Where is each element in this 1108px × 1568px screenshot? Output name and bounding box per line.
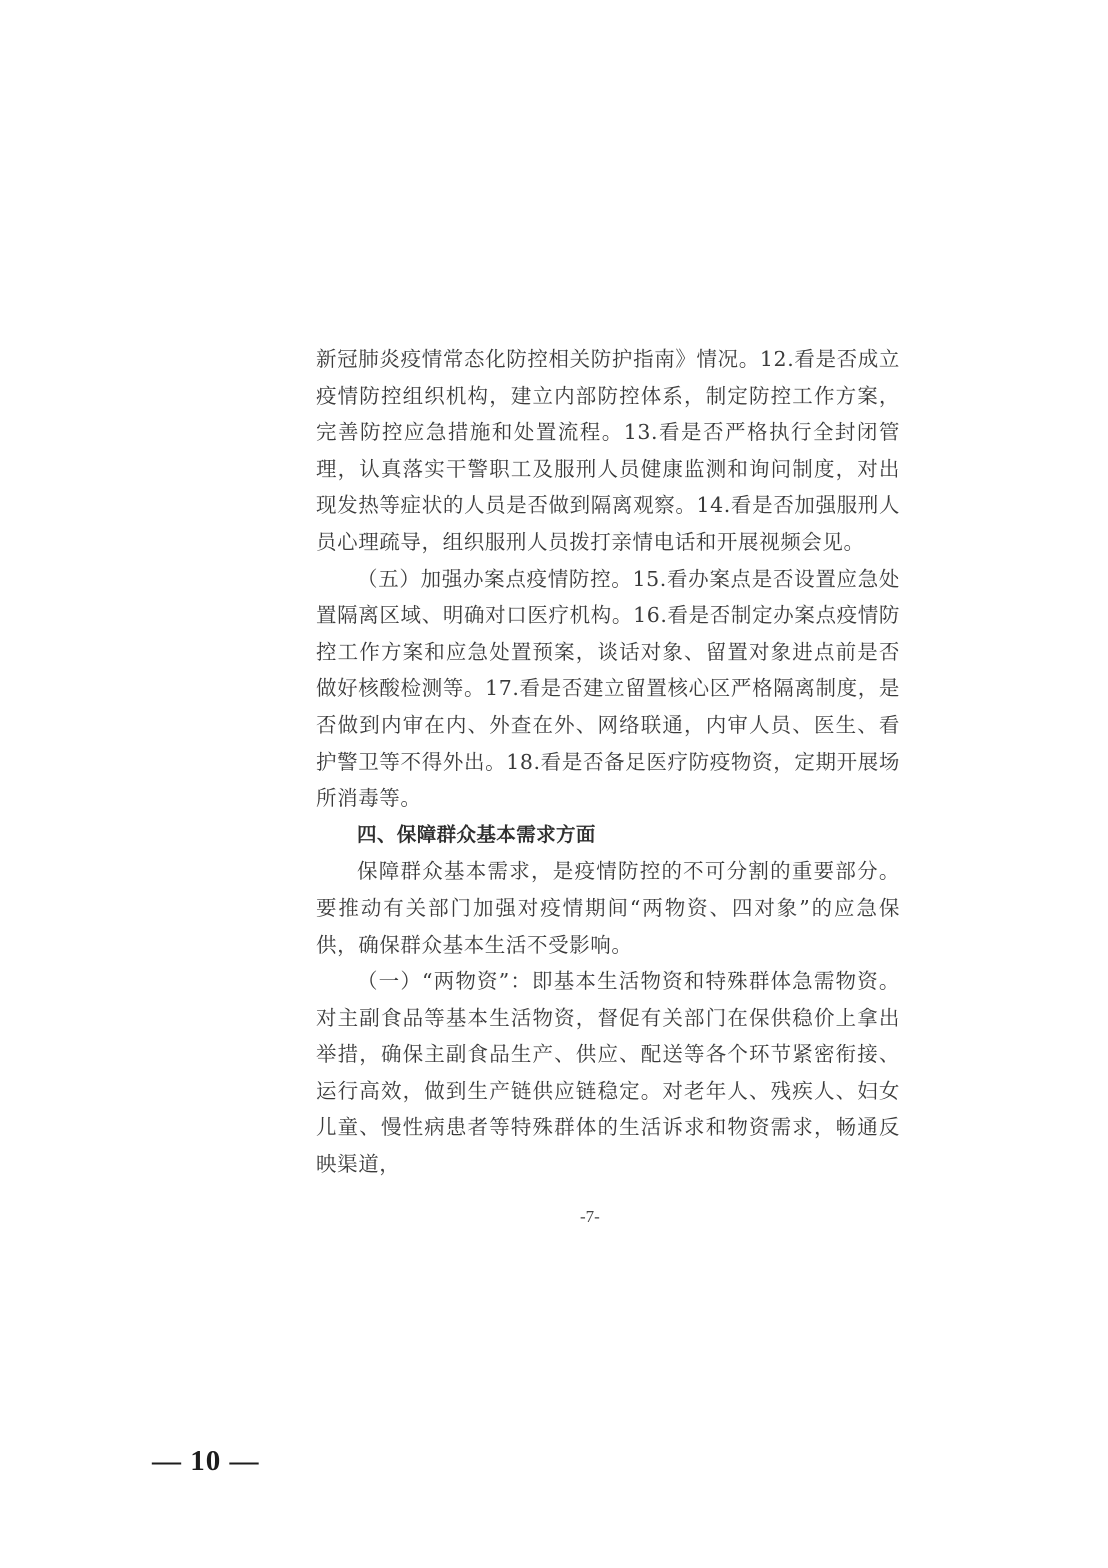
outer-page-number: — 10 —: [152, 1445, 260, 1477]
section-heading: 四、保障群众基本需求方面: [357, 822, 596, 846]
paragraph-prison-measures: 新冠肺炎疫情常态化防控相关防护指南》情况。12.看是否成立疫情防控组织机构，建立内部防控体系，制定防控工作方案，完善防控应急措施和处置流程。13.看是否严格执行全封闭管理，认真落实干警职工及服刑人员健康监测和询问制度，对出现发热等症状的人员是否做到隔离观察。14.看是否加强服刑人员心理疏导，组织服刑人员拨打亲情电话和开展视频会见。: [316, 347, 900, 554]
paragraph-basic-needs-intro: 保障群众基本需求，是疫情防控的不可分割的重要部分。要推动有关部门加强对疫情期间“两物资、四对象”的应急保供，确保群众基本生活不受影响。: [316, 859, 900, 957]
document-body: [316, 341, 900, 1183]
paragraph-case-handling-site: （五）加强办案点疫情防控。15.看办案点是否设置应急处置隔离区域、明确对口医疗机构。16.看是否制定办案点疫情防控工作方案和应急处置预案，谈话对象、留置对象进点前是否做好核酸检测等。17.看是否建立留置核心区严格隔离制度，是否做到内审在内、外查在外、网络联通，内审人员、医生、看护警卫等不得外出。18.看是否备足医疗防疫物资，定期开展场所消毒等。: [316, 566, 900, 811]
inner-page-number: -7-: [580, 1207, 600, 1226]
paragraph-two-supplies: （一）“两物资”：即基本生活物资和特殊群体急需物资。对主副食品等基本生活物资，督促有关部门在保供稳价上拿出举措，确保主副食品生产、供应、配送等各个环节紧密衔接、运行高效，做到生产链供应链稳定。对老年人、残疾人、妇女儿童、慢性病患者等特殊群体的生活诉求和物资需求，畅通反映渠道，: [316, 969, 900, 1177]
